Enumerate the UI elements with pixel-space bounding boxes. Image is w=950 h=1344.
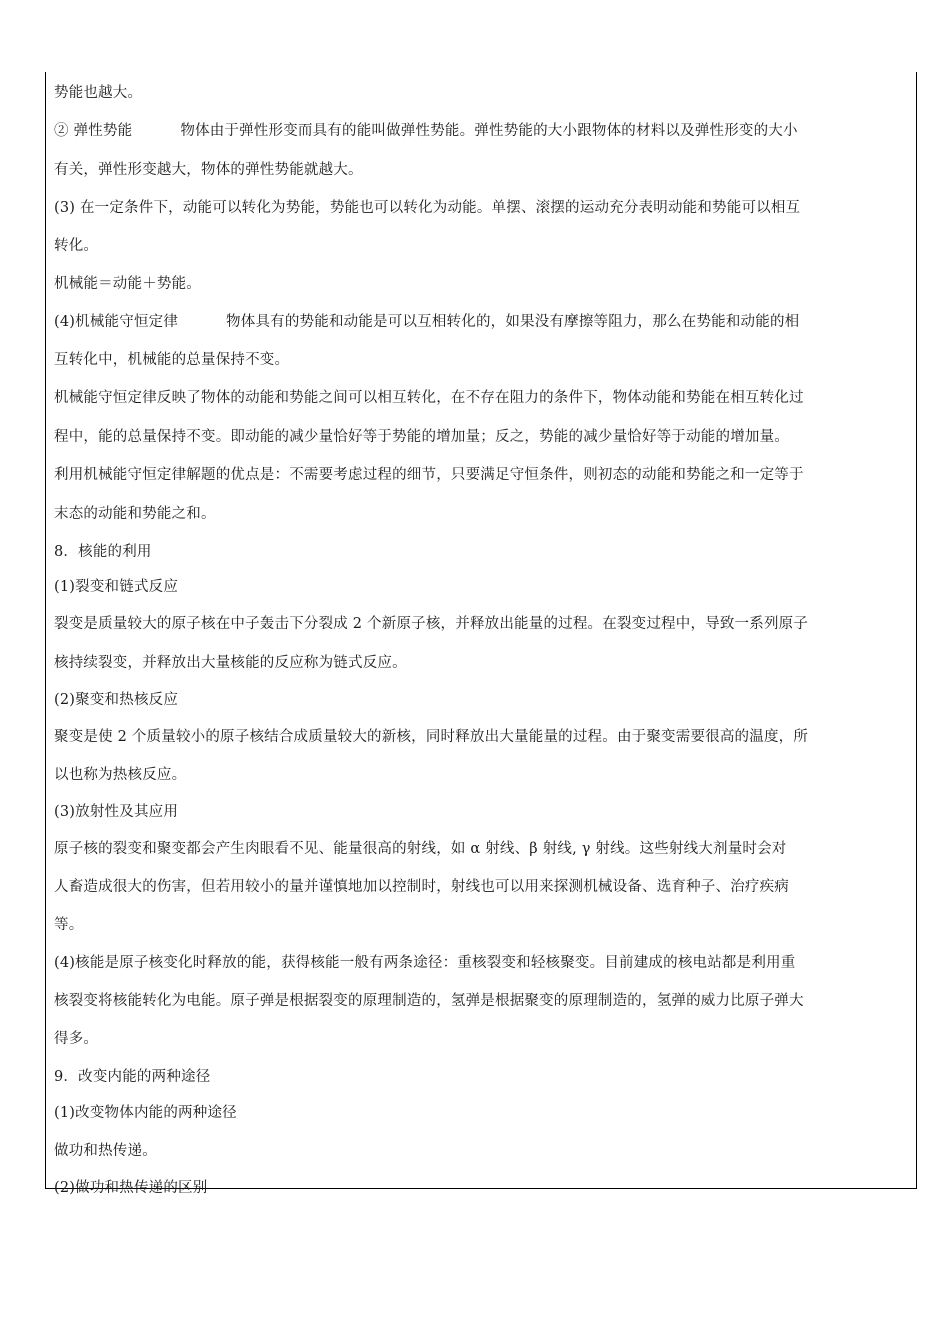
section-heading: 9．改变内能的两种途径 [54, 1069, 211, 1085]
paragraph-line: 得多。 [54, 1031, 99, 1047]
paragraph-line: 势能也越大。 [54, 85, 143, 101]
paragraph-line: 互转化中，机械能的总量保持不变。 [54, 352, 290, 368]
paragraph-line: 末态的动能和势能之和。 [54, 506, 216, 522]
paragraph-line: 原子核的裂变和聚变都会产生肉眼看不见、能量很高的射线，如 α 射线、β 射线, γ 射线。这些射线大剂量时会对 [54, 841, 787, 857]
paragraph-line: 机械能守恒定律反映了物体的动能和势能之间可以相互转化，在不存在阻力的条件下，物体动能和势能在相互转化过 [54, 390, 804, 406]
paragraph-line-elastic-potential [54, 122, 798, 140]
paragraph-line: 利用机械能守恒定律解题的优点是：不需要考虑过程的细节，只要满足守恒条件，则初态的动能和势能之和一定等于 [54, 467, 804, 483]
paragraph-line: 等。 [54, 917, 84, 933]
paragraph-line: 裂变是质量较大的原子核在中子轰击下分裂成 2 个新原子核，并释放出能量的过程。在裂变过程中，导致一系列原子 [54, 616, 809, 632]
paragraph-line-conservation-law [54, 313, 799, 331]
subsection-heading: (2)做功和热传递的区别 [54, 1180, 208, 1196]
paragraph-line: 核持续裂变，并释放出大量核能的反应称为链式反应。 [54, 655, 407, 671]
paragraph-line: 机械能＝动能＋势能。 [54, 276, 201, 292]
term-definition: 物体由于弹性形变而具有的能叫做弹性势能。弹性势能的大小跟物体的材料以及弹性形变的大小 [180, 123, 798, 139]
paragraph-line: 做功和热传递。 [54, 1143, 157, 1159]
paragraph-line: (3) 在一定条件下，动能可以转化为势能，势能也可以转化为动能。单摆、滚摆的运动充分表明动能和势能可以相互 [54, 200, 801, 216]
paragraph-line: 核裂变将核能转化为电能。原子弹是根据裂变的原理制造的，氢弹是根据聚变的原理制造的，氢弹的威力比原子弹大 [54, 993, 804, 1009]
paragraph-line: 转化。 [54, 238, 99, 254]
paragraph-line: 程中，能的总量保持不变。即动能的减少量恰好等于势能的增加量；反之，势能的减少量恰好等于动能的增加量。 [54, 429, 789, 445]
paragraph-line: (4)核能是原子核变化时释放的能，获得核能一般有两条途径：重核裂变和轻核聚变。目前建成的核电站都是利用重 [54, 955, 796, 971]
subsection-heading: (1)改变物体内能的两种途径 [54, 1105, 237, 1121]
subsection-heading: (1)裂变和链式反应 [54, 579, 179, 595]
paragraph-line: 人畜造成很大的伤害，但若用较小的量并谨慎地加以控制时，射线也可以用来探测机械设备、选育种子、治疗疾病 [54, 879, 789, 895]
term-label: ② 弹性势能 [54, 123, 133, 139]
paragraph-line: 有关，弹性形变越大，物体的弹性势能就越大。 [54, 162, 363, 178]
term-label: (4)机械能守恒定律 [54, 314, 179, 330]
term-definition: 物体具有的势能和动能是可以互相转化的，如果没有摩擦等阻力，那么在势能和动能的相 [226, 314, 800, 330]
subsection-heading: (3)放射性及其应用 [54, 804, 179, 820]
subsection-heading: (2)聚变和热核反应 [54, 692, 179, 708]
paragraph-line: 以也称为热核反应。 [54, 767, 187, 783]
section-heading: 8．核能的利用 [54, 544, 152, 560]
paragraph-line: 聚变是使 2 个质量较小的原子核结合成质量较大的新核，同时释放出大量能量的过程。由于聚变需要很高的温度，所 [54, 729, 809, 745]
